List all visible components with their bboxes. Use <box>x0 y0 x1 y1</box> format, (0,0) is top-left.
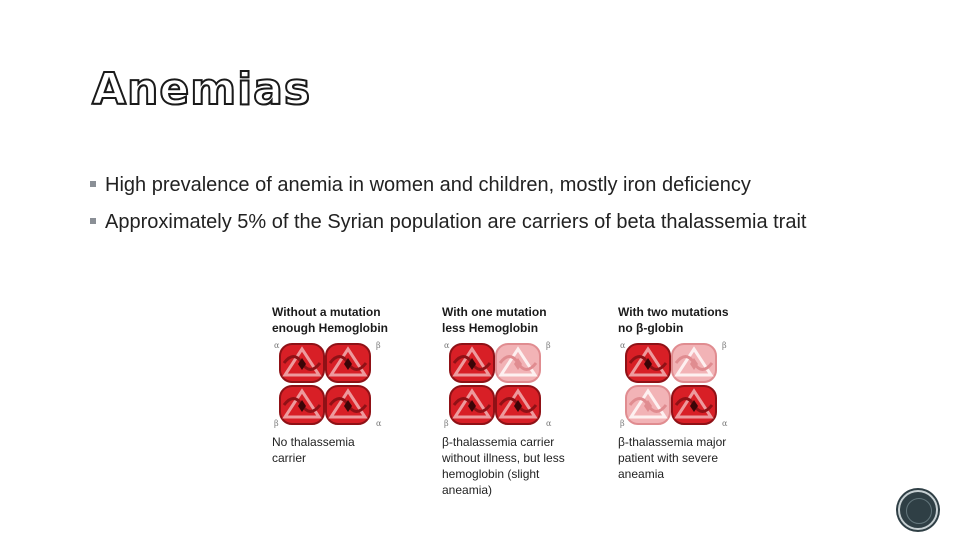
bullet-square-icon <box>90 218 96 224</box>
globin-subunit <box>496 386 540 424</box>
column-caption <box>272 434 442 466</box>
globin-subunit <box>326 386 370 424</box>
column-header-line: enough Hemoglobin <box>272 321 388 335</box>
column-header-line: less Hemoglobin <box>442 321 539 335</box>
bullet-item <box>88 209 808 235</box>
bullet-item <box>88 172 808 198</box>
hemoglobin-tetramer-illustration <box>618 338 738 430</box>
caption-line: β-thalassemia major <box>618 435 727 449</box>
globin-subunit <box>450 344 494 382</box>
caption-line: No thalassemia <box>272 435 355 449</box>
column-header <box>272 304 442 338</box>
hemoglobin-tetramer-illustration <box>272 338 392 430</box>
bullet-list <box>88 172 808 246</box>
column-header <box>442 304 612 338</box>
globin-subunit <box>280 386 324 424</box>
slide-badge-icon <box>898 490 938 530</box>
subunit-label: β <box>274 419 279 428</box>
slide-title: Anemias <box>92 64 312 115</box>
subunit-label: α <box>274 341 280 350</box>
column-caption <box>442 434 612 498</box>
subunit-label: β <box>722 341 727 350</box>
caption-line: β-thalassemia carrier <box>442 435 555 449</box>
hemoglobin-figure <box>262 304 782 504</box>
caption-line: aneamia <box>618 467 665 481</box>
globin-subunit <box>672 386 716 424</box>
globin-subunit <box>672 344 716 382</box>
bullet-text: Approximately 5% of the Syrian population are carriers of beta thalassemia trait <box>105 211 807 233</box>
subunit-label: α <box>722 419 728 428</box>
subunit-label: α <box>376 419 382 428</box>
subunit-label: β <box>546 341 551 350</box>
column-header-line: With two mutations <box>618 305 729 319</box>
caption-line: carrier <box>272 451 307 465</box>
bullet-text: High prevalence of anemia in women and children, mostly iron deficiency <box>105 174 751 196</box>
column-header <box>618 304 788 338</box>
column-caption <box>618 434 788 482</box>
subunit-label: β <box>444 419 449 428</box>
column-header-line: Without a mutation <box>272 305 381 319</box>
caption-line: without illness, but less <box>442 451 565 465</box>
subunit-label: α <box>620 341 626 350</box>
column-header-line: With one mutation <box>442 305 547 319</box>
globin-subunit <box>280 344 324 382</box>
figure-column-two-mutations <box>618 304 788 482</box>
column-header-line: no β-globin <box>618 321 684 335</box>
subunit-label: α <box>444 341 450 350</box>
subunit-label: β <box>620 419 625 428</box>
globin-subunit <box>450 386 494 424</box>
figure-column-one-mutation <box>442 304 612 498</box>
bullet-square-icon <box>90 181 96 187</box>
subunit-label: α <box>546 419 552 428</box>
subunit-label: β <box>376 341 381 350</box>
globin-subunit <box>496 344 540 382</box>
caption-line: aneamia) <box>442 483 493 497</box>
caption-line: hemoglobin (slight <box>442 467 540 481</box>
globin-subunit <box>626 344 670 382</box>
globin-subunit <box>626 386 670 424</box>
hemoglobin-tetramer-illustration <box>442 338 562 430</box>
figure-column-no-mutation <box>272 304 442 466</box>
caption-line: patient with severe <box>618 451 719 465</box>
globin-subunit <box>326 344 370 382</box>
